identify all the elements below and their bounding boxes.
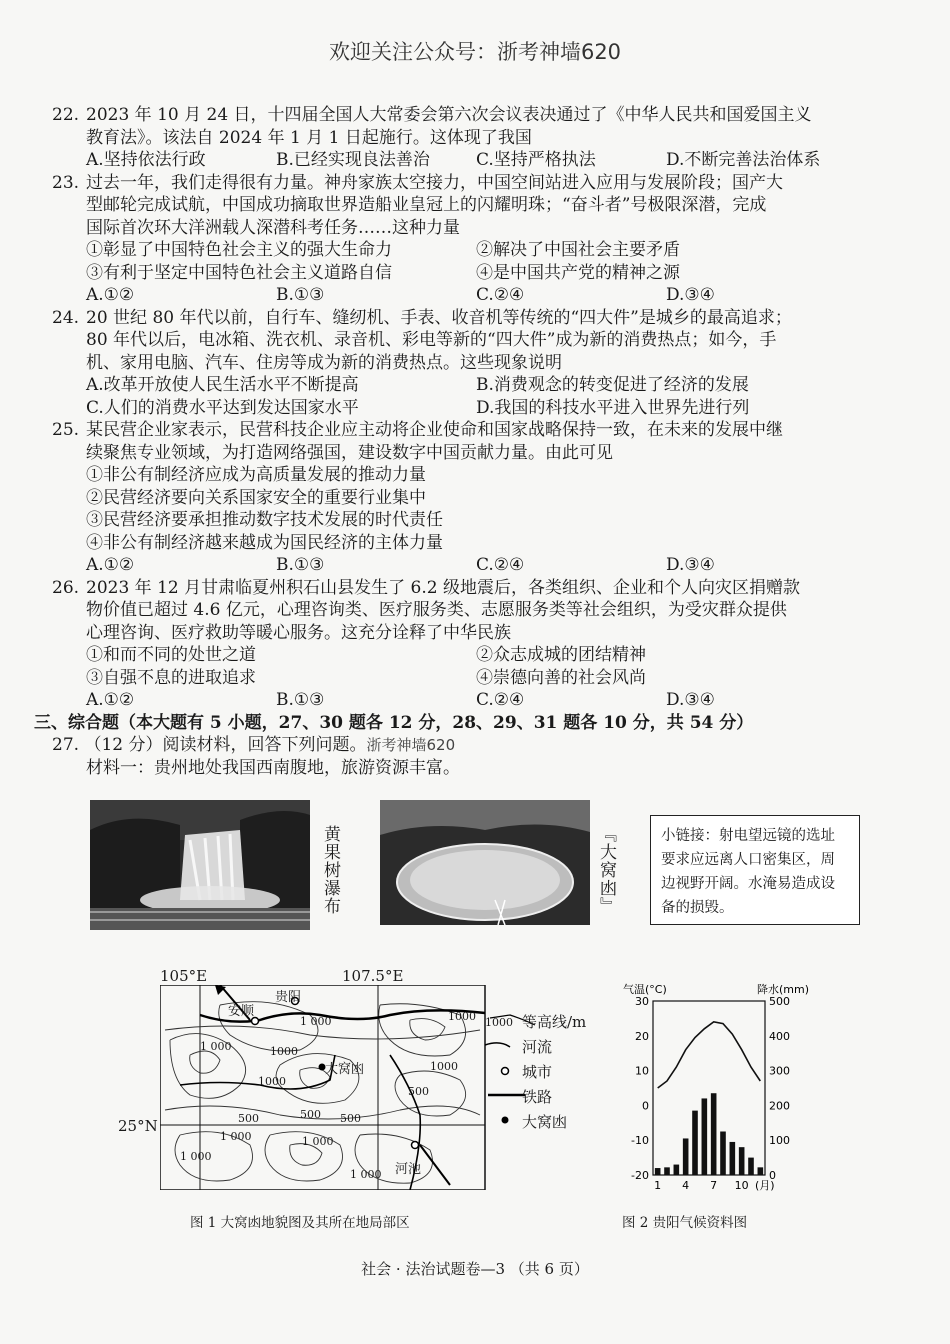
legend-railway: 铁路 (522, 1088, 553, 1106)
option-c: C.②④ (476, 285, 525, 305)
contour-label: 1000 (430, 1060, 458, 1073)
option-c: C.②④ (476, 690, 525, 710)
y-left-tick: 10 (635, 1064, 649, 1078)
statement-2: ②解决了中国社会主要矛盾 (476, 240, 680, 260)
precip-bar (711, 1093, 717, 1175)
contour-label: 500 (408, 1085, 429, 1098)
option-a: A.①② (86, 285, 135, 305)
contour-label: 500 (238, 1112, 259, 1125)
city-anshun: 安顺 (228, 1004, 255, 1019)
temperature-line (658, 1022, 761, 1088)
statement-4: ④非公有制经济越来越成为国民经济的主体力量 (86, 532, 443, 553)
question-25 (52, 419, 882, 577)
section-title: 三、综合题（本大题有 5 小题，27、30 题各 12 分，28、29、31 题各 10 分，共 54 分） (34, 712, 754, 733)
question-24 (52, 307, 882, 420)
city-guiyang: 贵阳 (275, 990, 302, 1005)
contour-label: 1000 (258, 1075, 286, 1088)
inline-watermark: 浙考神墙620 (366, 736, 456, 754)
options (52, 554, 882, 577)
x-tick: 1 (654, 1179, 662, 1192)
statement-2: ②众志成城的团结精神 (476, 645, 646, 665)
question-text: 2023 年 10 月 24 日，十四届全国人大常委会第六次会议表决通过了《中华人民共和国爱国主义 (86, 105, 812, 125)
y-left-tick: 0 (642, 1099, 649, 1113)
contour-label: 1000 (270, 1045, 298, 1058)
y-right-tick: 300 (769, 1064, 790, 1078)
question-27 (52, 734, 882, 757)
figure-1-caption: 图 1 大窝凼地貌图及其所在地局部区 (190, 1215, 410, 1231)
contour-label: 1 000 (180, 1150, 212, 1163)
telescope-photo (380, 800, 590, 925)
statement-2: ②民营经济要向关系国家安全的重要行业集中 (86, 487, 426, 508)
question-text: 型邮轮完成试航，中国成功摘取世界造船业皇冠上的闪耀明珠；“奋斗者”号极限深潜，完成 (86, 195, 767, 215)
legend-contour-sample: 1000 (485, 1016, 513, 1029)
options (52, 149, 882, 172)
lat-label: 25°N (118, 1117, 158, 1135)
question-number: 23. (52, 172, 80, 193)
question-text: 某民营企业家表示，民营科技企业应主动将企业使命和国家战略保持一致，在未来的发展中继 (86, 420, 783, 440)
y-left-tick: 30 (635, 995, 649, 1008)
question-27-text: 27. （12 分）阅读材料，回答下列问题。 (52, 735, 367, 755)
precip-bar (739, 1147, 745, 1175)
city-hechi: 河池 (395, 1162, 422, 1177)
page-footer: 社会 · 法治试题卷—3 （共 6 页） (361, 1260, 589, 1278)
question-number: 24. (52, 307, 80, 328)
contour-label: 1 000 (350, 1168, 382, 1181)
statement-3: ③自强不息的进取追求 (86, 667, 256, 688)
statement-4: ④崇德向善的社会风尚 (476, 667, 646, 688)
precip-bar (720, 1132, 726, 1176)
statement-1: ①和而不同的处世之道 (86, 645, 256, 665)
question-text: 国际首次环大洋洲载人深潜科考任务……这种力量 (86, 217, 460, 238)
option-b: B.消费观念的转变促进了经济的发展 (476, 375, 749, 395)
question-text: 机、家用电脑、汽车、住房等成为新的消费热点。这些现象说明 (86, 352, 562, 373)
option-d: D.③④ (666, 690, 715, 710)
telescope-label: 『大窝凼』 (596, 825, 616, 915)
contour-label: 500 (300, 1108, 321, 1121)
option-c: C.②④ (476, 555, 525, 575)
waterfall-label: 黄果树瀑布 (320, 825, 340, 915)
question-text: 续聚焦专业领域，为打造网络强国，建设数字中国贡献力量。由此可见 (86, 442, 613, 463)
y-right-tick: 200 (769, 1099, 790, 1113)
y-left-tick: -10 (631, 1134, 649, 1148)
options (52, 689, 882, 712)
lon-label-left: 105°E (160, 967, 208, 985)
figure-2-caption: 图 2 贵阳气候资料图 (622, 1215, 748, 1231)
option-d: D.③④ (666, 555, 715, 575)
contour-label: 500 (340, 1112, 361, 1125)
y-left-label: 气温(°C) (623, 983, 667, 996)
questions-block (34, 104, 882, 779)
legend-contour: 等高线/m (522, 1013, 587, 1031)
precip-bar (674, 1165, 680, 1175)
y-right-label: 降水(mm) (757, 983, 810, 996)
statement-1: ①彰显了中国特色社会主义的强大生命力 (86, 240, 392, 260)
legend-dawodang: 大窝凼 (522, 1113, 568, 1131)
contour-label: 1 000 (220, 1130, 252, 1143)
y-right-tick: 500 (769, 995, 790, 1008)
option-a: A.坚持依法行政 (86, 150, 206, 170)
contour-label: 1 000 (200, 1040, 232, 1053)
question-text: 80 年代以后，电冰箱、洗衣机、录音机、彩电等新的“四大件”成为新的消费热点；如今，手 (86, 330, 777, 350)
option-d: D.我国的科技水平进入世界先进行列 (476, 397, 750, 418)
precip-bar (758, 1167, 764, 1175)
precip-bar (730, 1142, 736, 1175)
options (52, 284, 882, 307)
x-tick: 4 (682, 1179, 690, 1192)
x-tick: 10 (734, 1179, 749, 1192)
question-text: 过去一年，我们走得很有力量。神舟家族太空接力，中国空间站进入应用与发展阶段；国产大 (86, 172, 783, 193)
x-axis-label: (月) (755, 1179, 775, 1192)
statement-4: ④是中国共产党的精神之源 (476, 262, 680, 283)
question-26 (52, 577, 882, 712)
precip-bar (683, 1138, 689, 1175)
precip-bar (692, 1111, 698, 1175)
statement-3: ③民营经济要承担推动数字技术发展的时代责任 (86, 510, 443, 530)
legend-river: 河流 (522, 1038, 553, 1056)
y-right-tick: 100 (769, 1134, 790, 1148)
precip-bar (655, 1168, 661, 1175)
contour-label: 1000 (448, 1010, 476, 1023)
x-tick: 7 (710, 1179, 718, 1192)
legend-city: 城市 (522, 1063, 553, 1081)
option-b: B.①③ (276, 690, 325, 710)
contour-label: 1 000 (300, 1015, 332, 1028)
option-a: A.改革开放使人民生活水平不断提高 (86, 375, 359, 395)
question-22 (52, 104, 882, 172)
option-b: B.已经实现良法善治 (276, 150, 430, 170)
y-right-tick: 0 (769, 1169, 776, 1182)
question-text: 2023 年 12 月甘肃临夏州积石山县发生了 6.2 级地震后，各类组织、企业和个人向灾区捐赠款 (86, 577, 800, 598)
plot-frame (653, 1001, 765, 1175)
option-a: A.①② (86, 555, 135, 575)
y-right-tick: 400 (769, 1029, 790, 1043)
question-number: 26. (52, 577, 80, 598)
option-a: A.①② (86, 690, 135, 710)
statement-3: ③有利于坚定中国特色社会主义道路自信 (86, 262, 392, 283)
y-left-tick: 20 (635, 1029, 649, 1043)
question-number: 22. (52, 105, 80, 125)
option-c: C.人们的消费水平达到发达国家水平 (86, 397, 359, 418)
precip-bar (664, 1167, 670, 1175)
material-1: 材料一：贵州地处我国西南腹地，旅游资源丰富。 (86, 757, 460, 778)
option-b: B.①③ (276, 285, 325, 305)
precip-bar (748, 1158, 754, 1175)
precip-bar (702, 1098, 708, 1175)
info-box: 小链接：射电望远镜的选址要求应远离人口密集区，周边视野开阔。水淹易造成设备的损毁。 (650, 815, 860, 925)
waterfall-photo (90, 800, 310, 930)
lon-label-right: 107.5°E (342, 967, 404, 985)
option-c: C.坚持严格执法 (476, 150, 596, 170)
option-d: D.③④ (666, 285, 715, 305)
header-watermark: 欢迎关注公众号：浙考神墙620 (328, 40, 622, 64)
question-text: 20 世纪 80 年代以前，自行车、缝纫机、手表、收音机等传统的“四大件”是城乡的最高追求； (86, 307, 792, 328)
question-text: 教育法》。该法自 2024 年 1 月 1 日起施行。这体现了我国 (86, 127, 532, 148)
city-dawodang: 大窝凼 (325, 1062, 365, 1077)
statement-1: ①非公有制经济应成为高质量发展的推动力量 (86, 465, 426, 485)
option-b: B.①③ (276, 555, 325, 575)
question-text: 物价值已超过 4.6 亿元，心理咨询类、医疗服务类、志愿服务类等社会组织，为受灾群众提供 (86, 600, 787, 620)
question-23 (52, 172, 882, 307)
question-number: 25. (52, 420, 80, 440)
option-d: D.不断完善法治体系 (666, 150, 821, 170)
contour-label: 1 000 (302, 1135, 334, 1148)
map-legend (482, 1010, 586, 1135)
y-left-tick: -20 (631, 1169, 649, 1182)
climate-chart (615, 975, 825, 1205)
question-text: 心理咨询、医疗救助等暖心服务。这充分诠释了中华民族 (86, 622, 511, 643)
